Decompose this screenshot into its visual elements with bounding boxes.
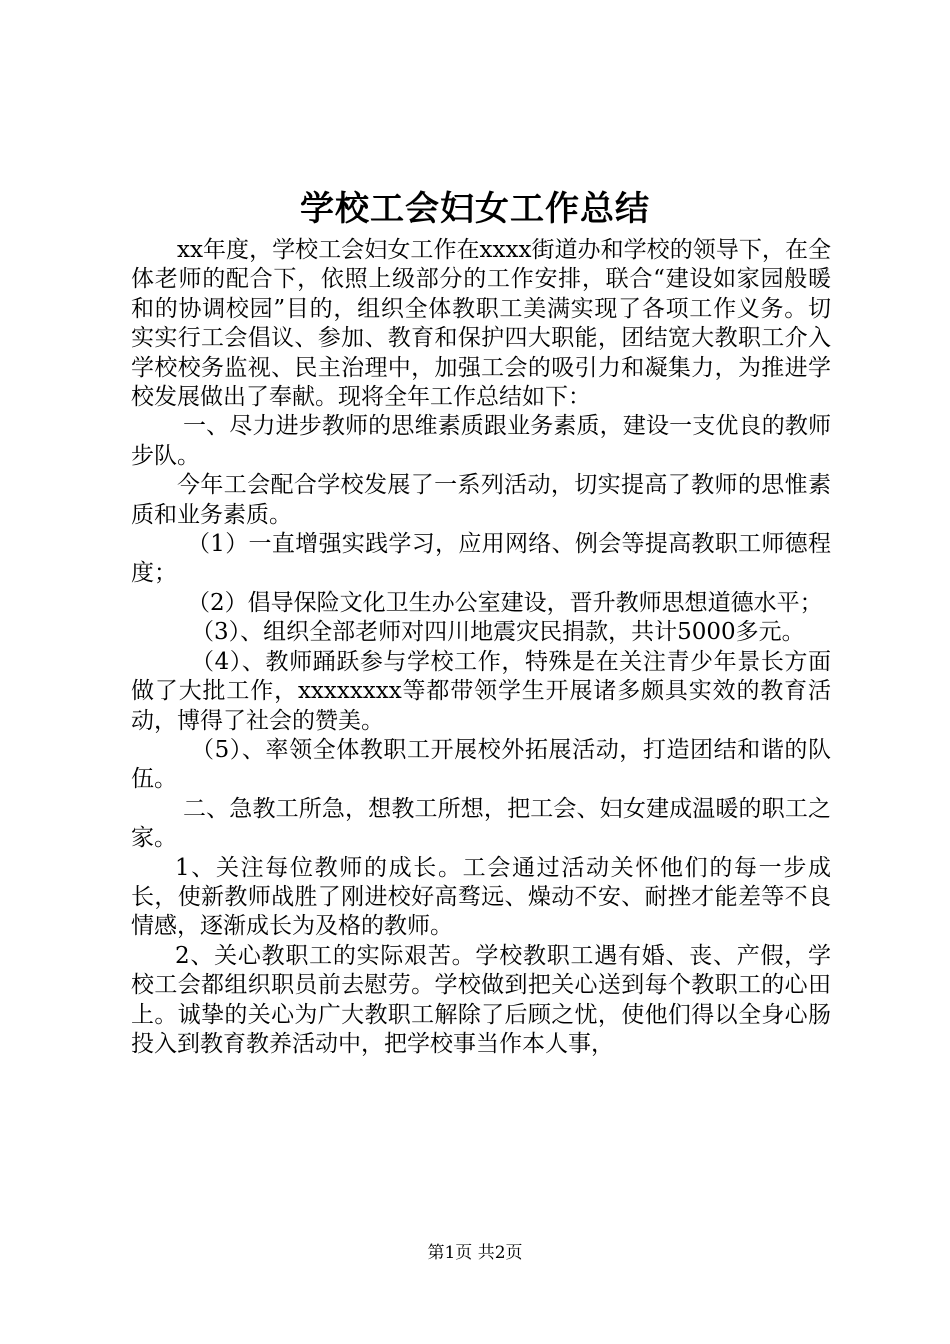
paragraph-section-one-summary: 今年工会配合学校发展了一系列活动，切实提高了教师的思惟素质和业务素质。 — [131, 472, 831, 528]
paragraph-section-two-item-2: 2、关心教职工的实际艰苦。学校教职工遇有婚、丧、产假，学校工会都组织职员前去慰劳。学校做到把关心送到每个教职工的心田上。诚挚的关心为广大教职工解除了后顾之忧，使他们得以全身心肠投入到教育教养活动中，把学校事当作本人事， — [131, 942, 831, 1057]
document-body — [131, 236, 831, 1059]
paragraph-item-2: （2）倡导保险文化卫生办公室建设，晋升教师思想道德水平； — [187, 589, 823, 616]
paragraph-item-4: （4）、教师踊跃参与学校工作，特殊是在关注青少年景长方面做了大批工作，xxxxxxxx等都带领学生开展诸多颇具实效的教育活动，博得了社会的赞美。 — [131, 648, 831, 734]
paragraph-item-3: （3）、组织全部老师对四川地震灾民捐款，共计5000多元。 — [191, 619, 805, 646]
document-title: 学校工会妇女工作总结 — [300, 189, 650, 229]
paragraph-section-two-item-1: 1、关注每位教师的成长。工会通过活动关怀他们的每一步成长，使新教师战胜了刚进校好高骛远、燥动不安、耐挫才能差等不良情感，逐渐成长为及格的教师。 — [131, 854, 831, 940]
paragraph-intro: xx年度，学校工会妇女工作在xxxx街道办和学校的领导下，在全体老师的配合下，依照上级部分的工作安排，联合“建设如家园般暖和的协调校园”目的，组织全体教职工美满实现了各项工作义务。切实实行工会倡议、参加、教育和保护四大职能，团结宽大教职工介入学校校务监视、民主治理中，加强工会的吸引力和凝集力，为推进学校发展做出了奉献。现将全年工作总结如下： — [131, 237, 831, 411]
paragraph-section-two-heading: 二、急教工所急，想教工所想，把工会、妇女建成温暖的职工之家。 — [131, 795, 831, 852]
paragraph-section-one-heading: 一、尽力进步教师的思维素质跟业务素质，建设一支优良的教师步队。 — [131, 413, 831, 469]
paragraph-item-5: （5）、率领全体教职工开展校外拓展活动，打造团结和谐的队伍。 — [131, 736, 831, 793]
page-number-footer: 第1页 共2页 — [427, 1243, 523, 1263]
paragraph-item-1: （1）一直增强实践学习，应用网络、例会等提高教职工师德程度； — [131, 531, 831, 587]
